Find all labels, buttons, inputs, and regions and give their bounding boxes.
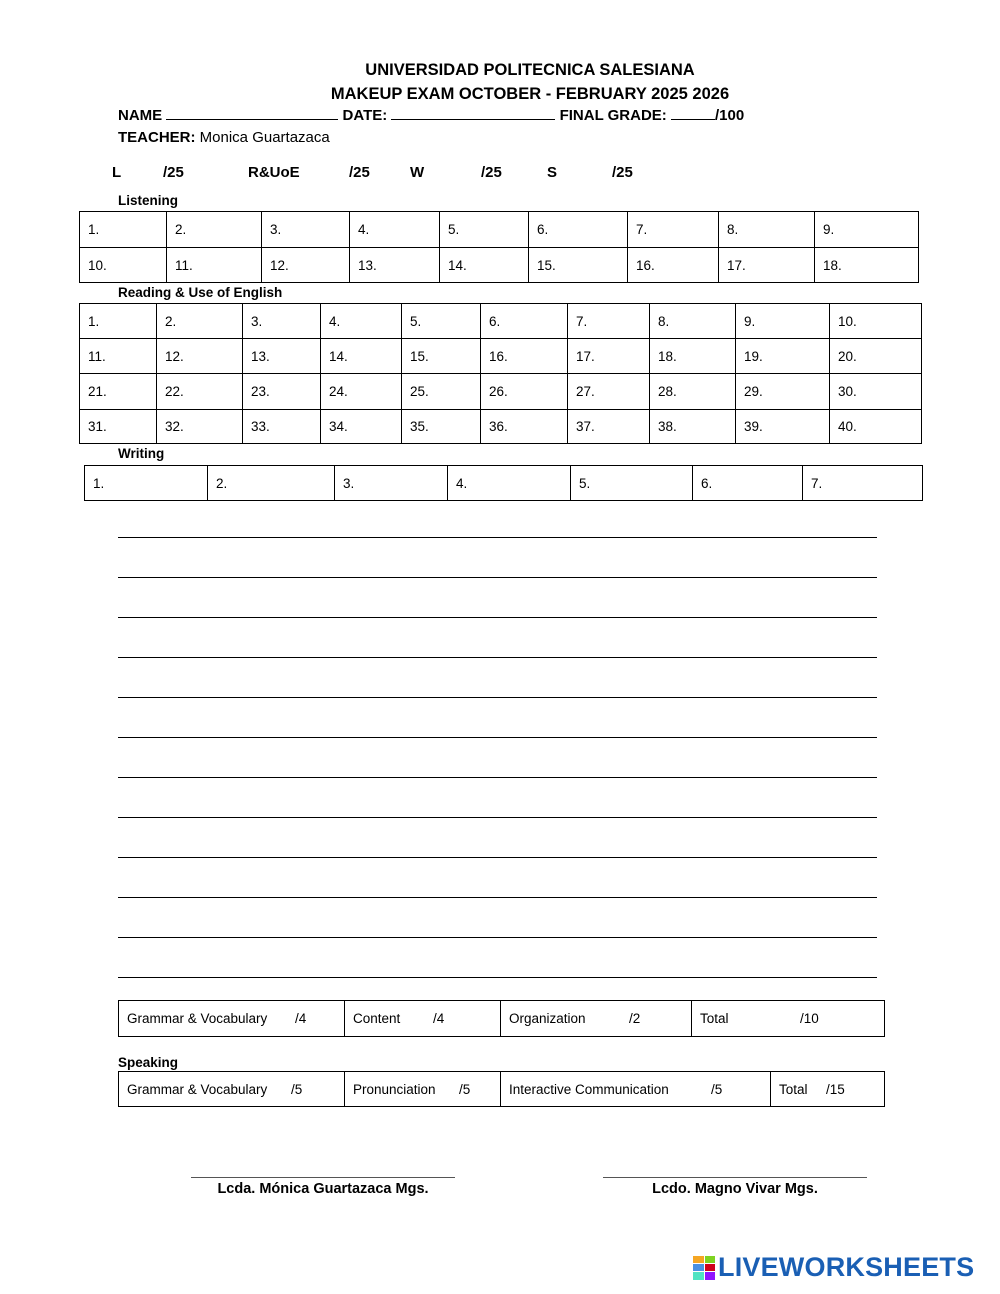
reading-answer-cell[interactable]: 20. [830, 339, 922, 374]
reading-answer-cell[interactable]: 3. [243, 304, 321, 339]
writing-answer-grid [84, 465, 923, 501]
signature-name-right: Lcdo. Magno Vivar Mgs. [652, 1181, 818, 1197]
reading-row [80, 304, 922, 339]
liveworksheets-wordmark: LIVEWORKSHEETS [718, 1252, 975, 1282]
reading-answer-cell[interactable]: 38. [650, 410, 736, 444]
writing-section-label: Writing [118, 446, 165, 461]
rubric-criterion-score: /5 [459, 1081, 471, 1097]
final-grade-field[interactable] [671, 118, 715, 120]
listening-answer-cell[interactable]: 14. [440, 248, 529, 283]
reading-answer-cell[interactable]: 8. [650, 304, 736, 339]
listening-answer-cell[interactable]: 16. [628, 248, 719, 283]
reading-answer-cell[interactable]: 26. [481, 374, 568, 410]
reading-answer-cell[interactable]: 21. [80, 374, 157, 410]
listening-row [80, 248, 919, 283]
reading-answer-cell[interactable]: 39. [736, 410, 830, 444]
logo-tile [705, 1256, 716, 1263]
score-w-label: W [410, 164, 425, 181]
writing-answer-cell[interactable]: 1. [85, 466, 208, 501]
rubric-criterion-score: /15 [826, 1081, 845, 1097]
listening-answer-cell[interactable]: 2. [167, 212, 262, 248]
final-grade-label: FINAL GRADE: [559, 107, 667, 124]
reading-answer-cell[interactable]: 15. [402, 339, 481, 374]
writing-line[interactable] [118, 857, 877, 858]
teacher-row [118, 129, 330, 146]
reading-answer-cell[interactable]: 14. [321, 339, 402, 374]
speaking-rubric-row [119, 1072, 885, 1107]
listening-answer-cell[interactable]: 9. [815, 212, 919, 248]
reading-answer-cell[interactable]: 25. [402, 374, 481, 410]
writing-line[interactable] [118, 977, 877, 978]
reading-answer-cell[interactable]: 13. [243, 339, 321, 374]
reading-answer-cell[interactable]: 34. [321, 410, 402, 444]
score-r-label: R&UoE [248, 164, 300, 181]
reading-row [80, 339, 922, 374]
reading-answer-cell[interactable]: 22. [157, 374, 243, 410]
rubric-criterion-label: Total [700, 1011, 729, 1026]
reading-answer-cell[interactable]: 27. [568, 374, 650, 410]
signature-name-left: Lcda. Mónica Guartazaca Mgs. [217, 1181, 429, 1197]
listening-answer-cell[interactable]: 8. [719, 212, 815, 248]
reading-answer-cell[interactable]: 36. [481, 410, 568, 444]
reading-answer-cell[interactable]: 16. [481, 339, 568, 374]
listening-answer-cell[interactable]: 17. [719, 248, 815, 283]
writing-answer-cell[interactable]: 2. [208, 466, 335, 501]
listening-answer-cell[interactable]: 1. [80, 212, 167, 248]
score-r-total: /25 [349, 164, 370, 181]
reading-row [80, 374, 922, 410]
reading-answer-cell[interactable]: 7. [568, 304, 650, 339]
logo-tile [693, 1272, 704, 1279]
speaking-rubric-total-cell [771, 1072, 885, 1107]
listening-answer-cell[interactable]: 18. [815, 248, 919, 283]
score-w-total: /25 [481, 164, 502, 181]
reading-answer-cell[interactable]: 32. [157, 410, 243, 444]
writing-line[interactable] [118, 697, 877, 698]
listening-answer-cell[interactable]: 15. [529, 248, 628, 283]
reading-answer-cell[interactable]: 24. [321, 374, 402, 410]
rubric-criterion-score: /10 [800, 1011, 819, 1026]
listening-row [80, 212, 919, 248]
listening-answer-cell[interactable]: 13. [350, 248, 440, 283]
speaking-rubric-grammar-cell [119, 1072, 345, 1107]
reading-answer-cell[interactable]: 31. [80, 410, 157, 444]
writing-rubric-row [119, 1001, 885, 1037]
reading-answer-cell[interactable]: 12. [157, 339, 243, 374]
exam-period-title: MAKEUP EXAM OCTOBER - FEBRUARY 2025 2026 [330, 85, 730, 103]
writing-answer-cell[interactable]: 3. [335, 466, 448, 501]
name-label: NAME [118, 107, 163, 124]
rubric-criterion-score: /4 [295, 1011, 307, 1026]
reading-answer-cell[interactable]: 18. [650, 339, 736, 374]
logo-tile [693, 1264, 704, 1271]
rubric-criterion-score: /4 [433, 1011, 445, 1026]
reading-answer-cell[interactable]: 6. [481, 304, 568, 339]
reading-answer-cell[interactable]: 23. [243, 374, 321, 410]
listening-section-label: Listening [118, 193, 178, 208]
liveworksheets-logo-icon [693, 1256, 715, 1280]
rubric-criterion-label: Interactive Communication [509, 1081, 669, 1097]
rubric-criterion-label: Content [353, 1011, 401, 1026]
speaking-rubric-pronunciation-cell [345, 1072, 501, 1107]
listening-answer-cell[interactable]: 3. [262, 212, 350, 248]
rubric-criterion-score: /2 [629, 1011, 641, 1026]
reading-answer-cell[interactable]: 19. [736, 339, 830, 374]
writing-answer-cell[interactable]: 4. [448, 466, 571, 501]
writing-line[interactable] [118, 897, 877, 898]
writing-line[interactable] [118, 737, 877, 738]
reading-answer-grid [79, 303, 922, 444]
rubric-criterion-label: Pronunciation [353, 1081, 436, 1097]
listening-answer-cell[interactable]: 10. [80, 248, 167, 283]
exam-university-title: UNIVERSIDAD POLITECNICA SALESIANA [365, 61, 695, 79]
teacher-name: Monica Guartazaca [199, 129, 330, 146]
rubric-criterion-label: Grammar & Vocabulary [127, 1011, 268, 1026]
writing-line[interactable] [118, 777, 877, 778]
listening-answer-grid [79, 211, 919, 283]
signature-line-right [603, 1177, 867, 1178]
student-info-row [118, 107, 744, 124]
signature-line-left [191, 1177, 455, 1178]
writing-rubric-organization-cell [501, 1001, 692, 1037]
writing-line[interactable] [118, 937, 877, 938]
rubric-criterion-score: /5 [291, 1081, 303, 1097]
listening-answer-cell[interactable]: 4. [350, 212, 440, 248]
reading-answer-cell[interactable]: 35. [402, 410, 481, 444]
writing-rubric-content-cell [345, 1001, 501, 1037]
writing-answer-cell[interactable]: 5. [571, 466, 693, 501]
score-s-label: S [547, 164, 558, 181]
reading-answer-cell[interactable]: 40. [830, 410, 922, 444]
listening-answer-cell[interactable]: 6. [529, 212, 628, 248]
speaking-rubric-interactive-cell [501, 1072, 771, 1107]
liveworksheets-logo [693, 1252, 974, 1283]
date-field[interactable] [391, 118, 555, 120]
rubric-criterion-score: /5 [711, 1081, 723, 1097]
writing-row [85, 466, 923, 501]
logo-tile [705, 1272, 716, 1279]
reading-answer-cell[interactable]: 37. [568, 410, 650, 444]
reading-section-label: Reading & Use of English [118, 285, 283, 300]
date-label: DATE: [342, 107, 388, 124]
writing-rubric-table [118, 1000, 885, 1037]
listening-answer-cell[interactable]: 11. [167, 248, 262, 283]
score-s-total: /25 [612, 164, 633, 181]
writing-rubric-total-cell [692, 1001, 885, 1037]
score-l-total: /25 [163, 164, 184, 181]
listening-answer-cell[interactable]: 12. [262, 248, 350, 283]
writing-line[interactable] [118, 537, 877, 538]
speaking-rubric-table [118, 1071, 885, 1107]
speaking-section-label: Speaking [118, 1055, 179, 1070]
reading-answer-cell[interactable]: 10. [830, 304, 922, 339]
reading-answer-cell[interactable]: 30. [830, 374, 922, 410]
reading-row [80, 410, 922, 444]
reading-answer-cell[interactable]: 29. [736, 374, 830, 410]
writing-line[interactable] [118, 577, 877, 578]
logo-tile [693, 1256, 704, 1263]
rubric-criterion-label: Organization [509, 1011, 586, 1026]
logo-tile [705, 1264, 716, 1271]
reading-answer-cell[interactable]: 2. [157, 304, 243, 339]
writing-rubric-grammar-cell [119, 1001, 345, 1037]
writing-line[interactable] [118, 617, 877, 618]
reading-answer-cell[interactable]: 33. [243, 410, 321, 444]
writing-answer-cell[interactable]: 7. [803, 466, 923, 501]
reading-answer-cell[interactable]: 17. [568, 339, 650, 374]
reading-answer-cell[interactable]: 1. [80, 304, 157, 339]
writing-line[interactable] [118, 817, 877, 818]
teacher-label: TEACHER: [118, 129, 196, 146]
listening-answer-cell[interactable]: 5. [440, 212, 529, 248]
reading-answer-cell[interactable]: 5. [402, 304, 481, 339]
name-field[interactable] [166, 118, 338, 120]
final-grade-total: /100 [714, 107, 745, 124]
writing-line[interactable] [118, 657, 877, 658]
rubric-criterion-label: Total [779, 1081, 808, 1097]
reading-answer-cell[interactable]: 9. [736, 304, 830, 339]
reading-answer-cell[interactable]: 11. [80, 339, 157, 374]
writing-answer-cell[interactable]: 6. [693, 466, 803, 501]
score-l-label: L [112, 164, 122, 181]
listening-answer-cell[interactable]: 7. [628, 212, 719, 248]
rubric-criterion-label: Grammar & Vocabulary [127, 1081, 268, 1097]
reading-answer-cell[interactable]: 28. [650, 374, 736, 410]
reading-answer-cell[interactable]: 4. [321, 304, 402, 339]
